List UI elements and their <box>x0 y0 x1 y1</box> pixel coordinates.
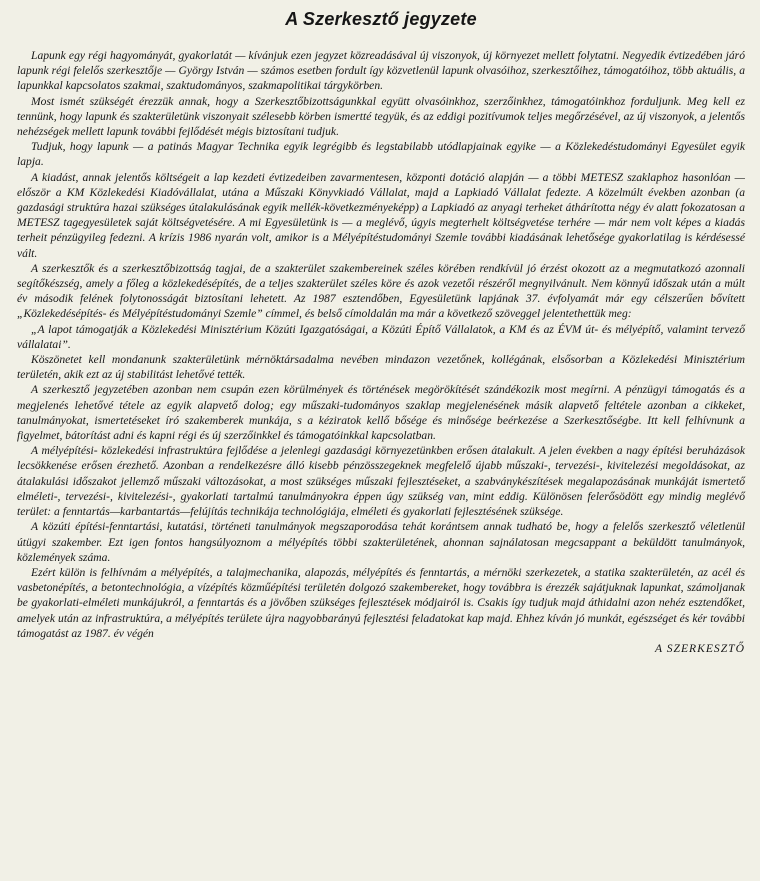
signature: A SZERKESZTŐ <box>654 641 745 655</box>
paragraph-support: A szerkesztők és a szerkesztőbizottság tagjai, de a szakterület szakembereinek széles körében rendkívül jó érzést okozott az a megmutatkozó azonnali segítőkészség, amely a főleg a közlekedésépítés, de a teljes szakterület széles köre és azok vezetői részéről megnyilvánult. Nem könnyű időszak után a múlt év második felének folytonosságát biztosítani lehetett. Az 1987 esztendőben, Egyesületünk lapjának 37. évfolyamát már egy célszerűen bővített „Közlekedésépítés- és Mélyépítéstudományi Szemle” címmel, és belső címoldalán ma már a következő szöveggel jelentethettük meg: <box>17 261 745 321</box>
paragraph-road-studies: A közúti építési-fenntartási, kutatási, történeti tanulmányok megszaporodása tehát korántsem annak tudható be, hogy a felelős szerkesztő véletlenül útügyi szakember. Ezt igen fontos hangsúlyoznom a mélyépítés többi szakterületének, ahonnan sajnálatosan megcsappant a beküldött tanulmányok, közlemények száma. <box>17 520 745 564</box>
paragraph-appeal: Most ismét szükségét érezzük annak, hogy a Szerkesztőbizottságunkkal együtt olvasóinkhoz, szerzőinkhez, támogatóinkhoz forduljunk. Meg kell ez tennünk, hogy lapunk és szakterületünk viszonyait szélesebb körben ismertté tegyük, és az eddigi pozitívumok teljes megőrzésével, az új viszonyok, a jelentős nehézségek mellett lapunk további fejlődését mégis biztosítani tudjuk. <box>17 94 745 139</box>
paragraph-infrastructure: A mélyépítési- közlekedési infrastruktúra fejlődése a jelenlegi gazdasági környezetünkben erősen átalakult. A jelen években a nagy építési beruházások lecsökkenése erősen érezhető. Azonban a rendelkezésre álló kisebb pénzösszegeknek megfelelő újabb műszaki-, tervezési-, kivitelezési megoldásokat, az átalakulási időszakot jellemző műszaki változásokat, a most szükséges műszaki fejlesztéseket, a szabványkészítések megalapozásának munkáját ismertető elméleti-, tervezési-, kivitelezési-, gyakorlati tartalmú tanulmányokra éppen úgy szükség van, mint eddig. Különösen felerősödött egy mindig meglévő terület: a fenntartás—karbantartás—felújítás technikája technológiája, elméleti és gyakorlati fejlesztésének szüksége. <box>17 444 745 519</box>
paragraph-call: Ezért külön is felhívnám a mélyépítés, a talajmechanika, alapozás, mélyépítés és fenntartás, a mérnöki szerkezetek, a statika szakterületén, az acél és vasbetonépítés, a betontechnológia, a vízépítés közműépítési területén dolgozó szakembereket, hogy továbbra is érezzék sajátjuknak lapunkat, számoljanak be gyakorlati-elméleti munkájukról, a fenntartás és a jövőben szükséges fejlesztések módjairól is. Csakis így tudjuk majd áthidalni azon nehéz esztendőket, amelyek után az infrastruktúra, a mélyépítés területe újra nagyobbarányú fejlesztési feladatokat kap majd. Ehhez kíván jó munkát, egészséget és kér további támogatást az 1987. év végén <box>17 565 745 640</box>
paragraph-authors: A szerkesztő jegyzetében azonban nem csupán ezen körülmények és történések megörökítését szándékozik most megírni. A pénzügyi támogatás és a megjelenés lehetővé tétele az egyik alapvető dolog; egy műszaki-tudományos szaklap megjelenésének másik alapvető feltétele azonban a cikkeket, tanulmányokat, ismertetéseket író szakemberek munkája, s a kéziratok kellő bősége és minősége beérkezése a Szerkesztőségbe. Itt kell felhívnunk a figyelmet, bátorítást adni és kapni régi és új szerzőinkkel és támogatóinkkal kapcsolatban. <box>17 383 745 443</box>
document-page <box>17 8 745 876</box>
paragraph-intro: Lapunk egy régi hagyományát, gyakorlatát — kívánjuk ezen jegyzet közreadásával új viszonyok, új környezet mellett folytatni. Negyedik évtizedében járó lapunk régi felelős szerkesztője — György István — számos esetben fordult így közvetlenül lapunk olvasóihoz, szerkesztőihez, támogatóihoz, több aktuális, a lapunkkal kapcsolatos szakmai, szaktudományos, szakmapolitikai tárgykörben. <box>17 49 745 93</box>
paragraph-quote: „A lapot támogatják a Közlekedési Minisztérium Közúti Igazgatóságai, a Közúti Építő Vállalatok, a KM és az ÉVM út- és mélyépítő, valamint tervező vállalatai”. <box>17 322 745 351</box>
paragraph-thanks: Köszönetet kell mondanunk szakterületünk mérnöktársadalma nevében mindazon vezetőnek, kollégának, elsősorban a Közlekedési Minisztérium területén, akik ezt az új stabilitást lehetővé tették. <box>17 353 745 382</box>
paragraph-association: Tudjuk, hogy lapunk — a patinás Magyar Technika egyik legrégibb és legstabilabb utódlapjainak egyike — a Közlekedéstudományi Egyesület egyik lapja. <box>17 140 745 169</box>
article-body <box>17 48 745 641</box>
page-title: A Szerkesztő jegyzete <box>285 9 477 29</box>
paragraph-publishing: A kiadást, annak jelentős költségeit a lap kezdeti évtizedeiben zavarmentesen, központi dotáció alapján — a többi METESZ szaklaphoz hasonlóan — először a KM Közlekedési Kiadóvállalat, utána a Műszaki Könyvkiadó Vállalat, majd a Lapkiadó Vállalat fedezte. A közelmúlt években azonban (a gazdasági struktúra hazai szükséges útalakulásának egyik mellék-következményeképp) a Lapkiadó az anyagi terheket áthárította négy év alatt fokozatosan a METESZ tagegyesületek saját költségvetésére. A mi Egyesületünk is — a meglévő, úgyis megterhelt költségvetése terhére — már nem volt képes a kiadás terheit pénzügyileg fedezni. A krízis 1986 nyarán volt, amikor is a Mélyépítéstudományi Szemle további kiadásának lehetősége gyakorlatilag is kérdésessé vált. <box>17 170 745 260</box>
